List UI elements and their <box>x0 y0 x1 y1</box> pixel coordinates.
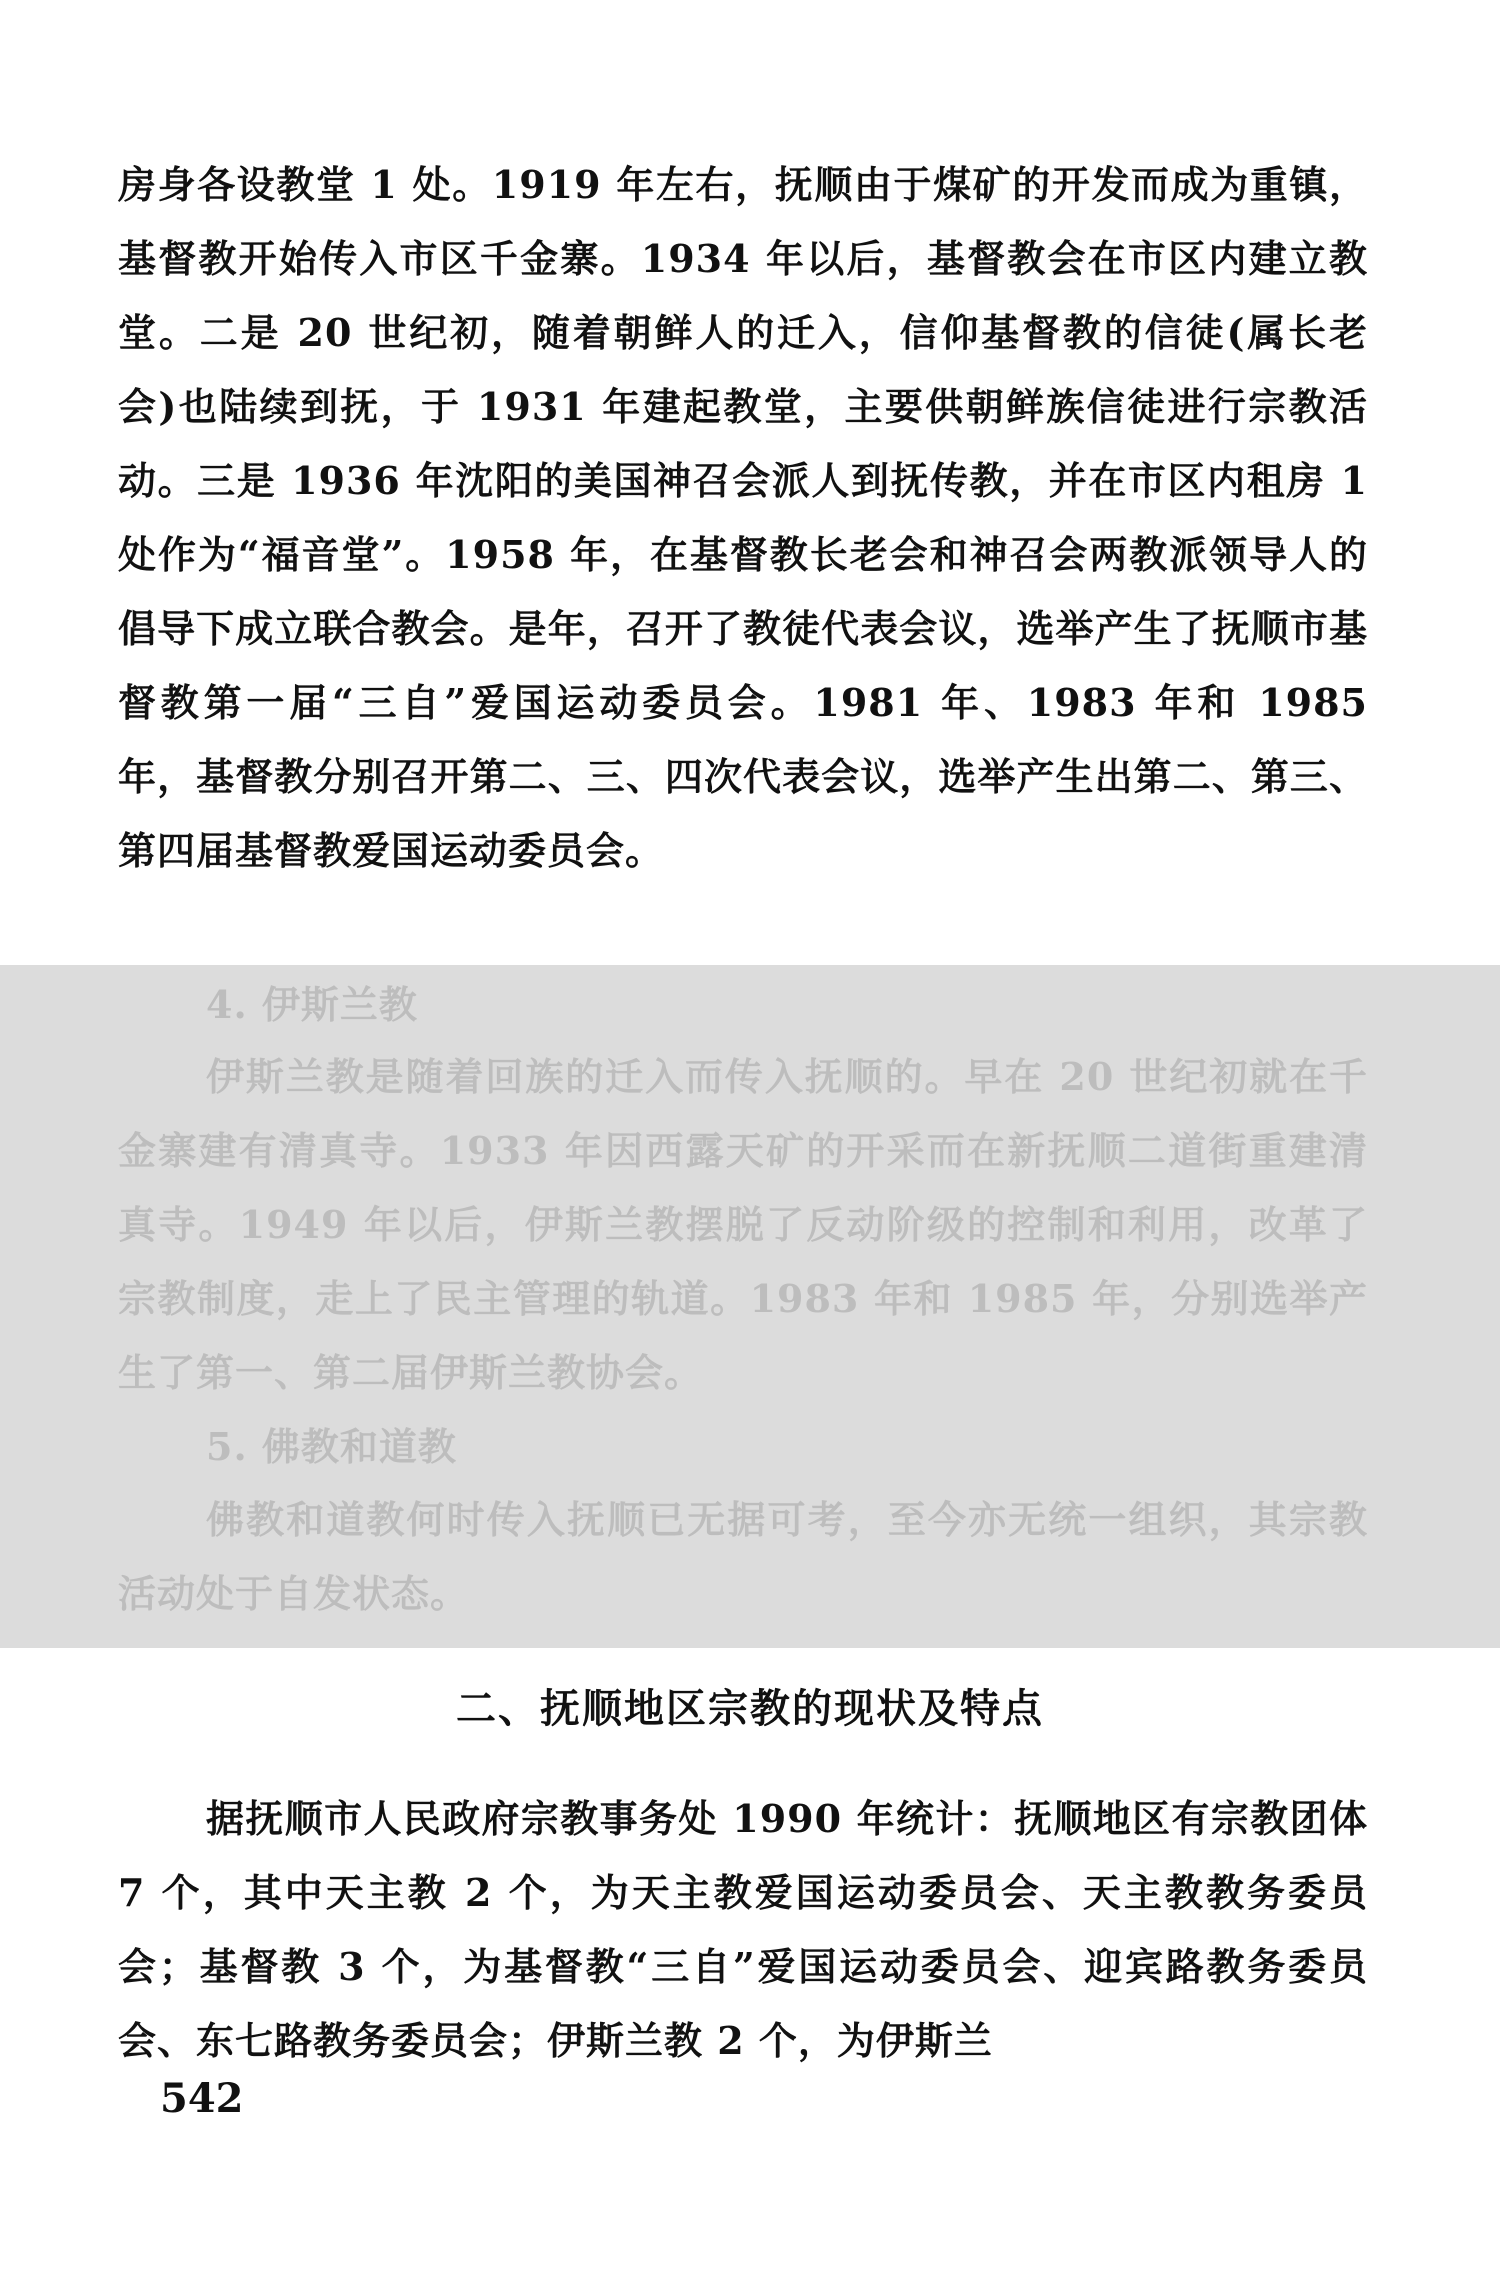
islam-heading: 4. 伊斯兰教 <box>206 982 418 1027</box>
islam-paragraph: 伊斯兰教是随着回族的迁入而传入抚顺的。早在 20 世纪初就在千金寨建有清真寺。1933 年因西露天矿的开采而在新抚顺二道街重建清真寺。1949 年以后，伊斯兰教摆脱了反动阶级的控制和利用，改革了宗教制度，走上了民主管理的轨道。1983 年和 1985 年，分别选举产生了第一、第二届伊斯兰教协会。 <box>118 1054 1368 1395</box>
buddhism-paragraph: 佛教和道教何时传入抚顺已无据可考，至今亦无统一组织，其宗教活动处于自发状态。 <box>118 1497 1368 1616</box>
section-title: 二、抚顺地区宗教的现状及特点 <box>456 1685 1044 1732</box>
buddhism-heading: 5. 佛教和道教 <box>206 1424 457 1469</box>
status-paragraph: 据抚顺市人民政府宗教事务处 1990 年统计：抚顺地区有宗教团体 7 个，其中天主教 2 个，为天主教爱国运动委员会、天主教教务委员会；基督教 3 个，为基督教“三自”爱国运动委员会、迎宾路教务委员会、东七路教务委员会；伊斯兰教 2 个，为伊斯兰 <box>118 1796 1368 2063</box>
christianity-paragraph: 房身各设教堂 1 处。1919 年左右，抚顺由于煤矿的开发而成为重镇，基督教开始传入市区千金寨。1934 年以后，基督教会在市区内建立教堂。二是 20 世纪初，随着朝鲜人的迁入，信仰基督教的信徒(属长老会)也陆续到抚，于 1931 年建起教堂，主要供朝鲜族信徒进行宗教活动。三是 1936 年沈阳的美国神召会派人到抚传教，并在市区内租房 1 处作为“福音堂”。1958 年，在基督教长老会和神召会两教派领导人的倡导下成立联合教会。是年，召开了教徒代表会议，选举产生了抚顺市基督教第一届“三自”爱国运动委员会。1981 年、1983 年和 1985 年，基督教分别召开第二、三、四次代表会议，选举产生出第二、第三、第四届基督教爱国运动委员会。 <box>118 162 1368 873</box>
page-number: 542 <box>160 2075 244 2122</box>
